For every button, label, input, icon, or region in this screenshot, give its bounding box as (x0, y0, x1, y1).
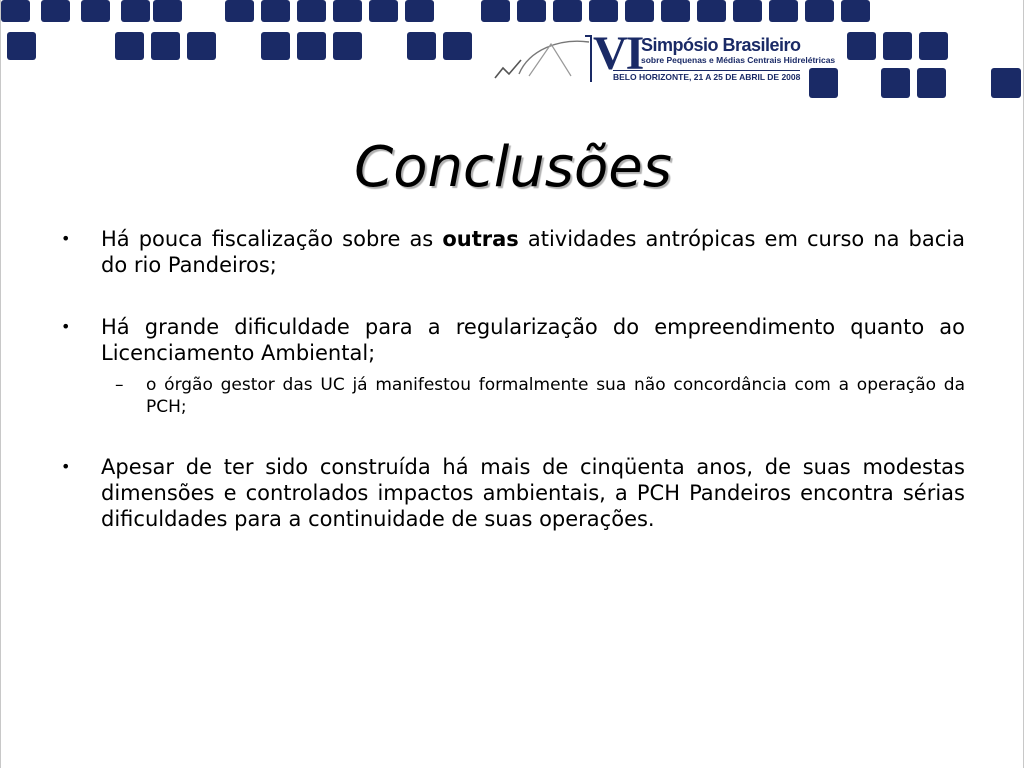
header-square (1, 0, 30, 22)
header-square (625, 0, 654, 22)
header-square (481, 0, 510, 22)
header-square (405, 0, 434, 22)
bullet-item (57, 314, 965, 366)
header-square (881, 68, 910, 98)
sub-bullet-text: o órgão gestor das UC já manifestou formalmente sua não concordância com a operação da PCH; (146, 375, 965, 417)
header-square (41, 0, 70, 22)
header-square (809, 68, 838, 98)
header-square (297, 32, 326, 60)
header-square (333, 32, 362, 60)
header-square (261, 32, 290, 60)
bullet-text-bold: outras (442, 227, 519, 251)
header-square (81, 0, 110, 22)
bullet-item (57, 454, 965, 532)
header-square (443, 32, 472, 60)
bullet-icon: • (61, 229, 71, 248)
bullet-icon: • (61, 457, 71, 476)
header-square (517, 0, 546, 22)
bullet-text: Há pouca fiscalização sobre as (101, 227, 443, 251)
header-square (919, 32, 948, 60)
header-square (661, 0, 690, 22)
bullet-list (57, 226, 965, 532)
header-square (333, 0, 362, 22)
logo-swoosh-icon (489, 30, 599, 86)
header-square (369, 0, 398, 22)
bullet-text: Apesar de ter sido construída há mais de cinqüenta anos, de suas modestas dimensões e controlados impactos ambientais, a PCH Pandeiros encontra sérias dificuldades para a continuidade de suas operações. (101, 455, 965, 531)
event-logo (489, 27, 836, 86)
header-square (187, 32, 216, 60)
header-square (841, 0, 870, 22)
header-square (151, 32, 180, 60)
bullet-text: Há grande dificuldade para a regularização do empreendimento quanto ao Licenciamento Ambiental; (101, 315, 965, 365)
header-square (115, 32, 144, 60)
header-square (917, 68, 946, 98)
bullet-text: atividades antrópicas em curso na bacia do rio Pandeiros; (101, 227, 965, 277)
header-square (7, 32, 36, 60)
header-square (553, 0, 582, 22)
header-square (883, 32, 912, 60)
header-square (121, 0, 150, 22)
bullet-icon: • (61, 317, 71, 336)
logo-name: Simpósio Brasileiro (641, 35, 801, 55)
header-square (589, 0, 618, 22)
header-square (805, 0, 834, 22)
header-square (769, 0, 798, 22)
header-square (297, 0, 326, 22)
header-square (225, 0, 254, 22)
logo-date: BELO HORIZONTE, 21 A 25 DE ABRIL DE 2008 (613, 72, 801, 82)
slide-title: Conclusões (354, 135, 672, 200)
header-square (407, 32, 436, 60)
logo-numeral: VI (593, 27, 643, 80)
sub-bullet-item (57, 374, 965, 418)
dash-icon: – (115, 375, 124, 395)
header-square (153, 0, 182, 22)
header-square (991, 68, 1021, 98)
header-square (697, 0, 726, 22)
bullet-item (57, 226, 965, 278)
header-square (733, 0, 762, 22)
header-square (261, 0, 290, 22)
header-square (847, 32, 876, 60)
logo-subtitle: sobre Pequenas e Médias Centrais Hidrelétricas (641, 55, 836, 65)
